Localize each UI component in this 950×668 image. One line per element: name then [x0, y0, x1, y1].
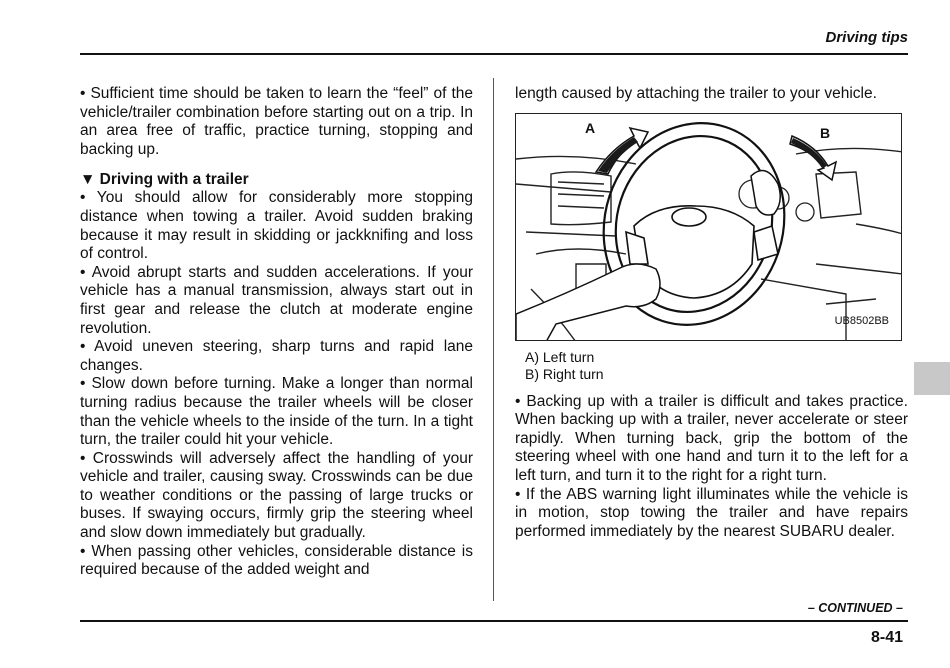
figure-label-a: A [585, 119, 596, 136]
left-column [80, 85, 473, 580]
intro-paragraph: • Sufficient time should be taken to learn the “feel” of the vehicle/trailer combination before starting out on a trip. In an area free of traffic, practice turning, stopping and backing up. [80, 85, 473, 158]
continued-label: – CONTINUED – [807, 601, 903, 615]
caption-a: A) Left turn [525, 348, 595, 365]
bullet-item: • If the ABS warning light illuminates while the vehicle is in motion, stop towing the trailer and have repairs performed immediately by the nearest SUBARU dealer. [515, 485, 908, 540]
bullet-item: • Avoid uneven steering, sharp turns and rapid lane changes. [80, 338, 473, 374]
caption-b: B) Right turn [525, 365, 604, 382]
bullet-item: • When passing other vehicles, considerable distance is required because of the added weight and [80, 542, 473, 579]
right-column [515, 85, 908, 541]
bullet-item: • You should allow for considerably more stopping distance when towing a trailer. Avoid sudden braking because it may result in skidding or jackknifing and loss of control. [80, 189, 473, 263]
bullet-item: • Crosswinds will adversely affect the handling of your vehicle and trailer, causing sway. Crosswinds can be due to weather conditions or the passing of large trucks or buses. If swaying occurs, firmly grip the steering wheel and slow down immediately but gradually. [80, 449, 473, 542]
side-vent [816, 172, 861, 218]
steering-wheel-figure [515, 113, 902, 341]
bullet-item: • Backing up with a trailer is difficult and takes practice. When backing up with a trailer, never accelerate or steer rapidly. When turning back, grip the bottom of the steering wheel with one hand and turn it to the left for a left turn, and turn it to the right for a right turn. [515, 392, 908, 484]
left-hand [516, 264, 660, 341]
section-heading: ▼ Driving with a trailer [80, 171, 249, 189]
footer-rule [80, 620, 908, 622]
continuation-text: length caused by attaching the trailer to your vehicle. [515, 85, 877, 102]
steering-wheel-illustration [516, 114, 902, 341]
gauge-dial [796, 203, 814, 221]
figure-code: UB8502BB [834, 315, 889, 327]
figure-label-b: B [820, 124, 831, 141]
bullet-item: • Slow down before turning. Make a longer than normal turning radius because the trailer wheels will be closer than the vehicle wheels to the inside of the turn. In a tight turn, the trailer could hit your vehicle. [80, 375, 473, 449]
emblem [672, 208, 706, 226]
air-vent [551, 172, 611, 225]
header-rule [80, 53, 908, 55]
chapter-tab [914, 362, 950, 395]
figure-captions [525, 349, 908, 383]
column-divider [493, 78, 494, 601]
section-title: Driving tips [825, 29, 908, 46]
bullet-item: • Avoid abrupt starts and sudden accelerations. If your vehicle has a manual transmission, always start out in first gear and release the clutch at moderate engine revolution. [80, 263, 473, 337]
page-number: 8-41 [870, 629, 903, 646]
